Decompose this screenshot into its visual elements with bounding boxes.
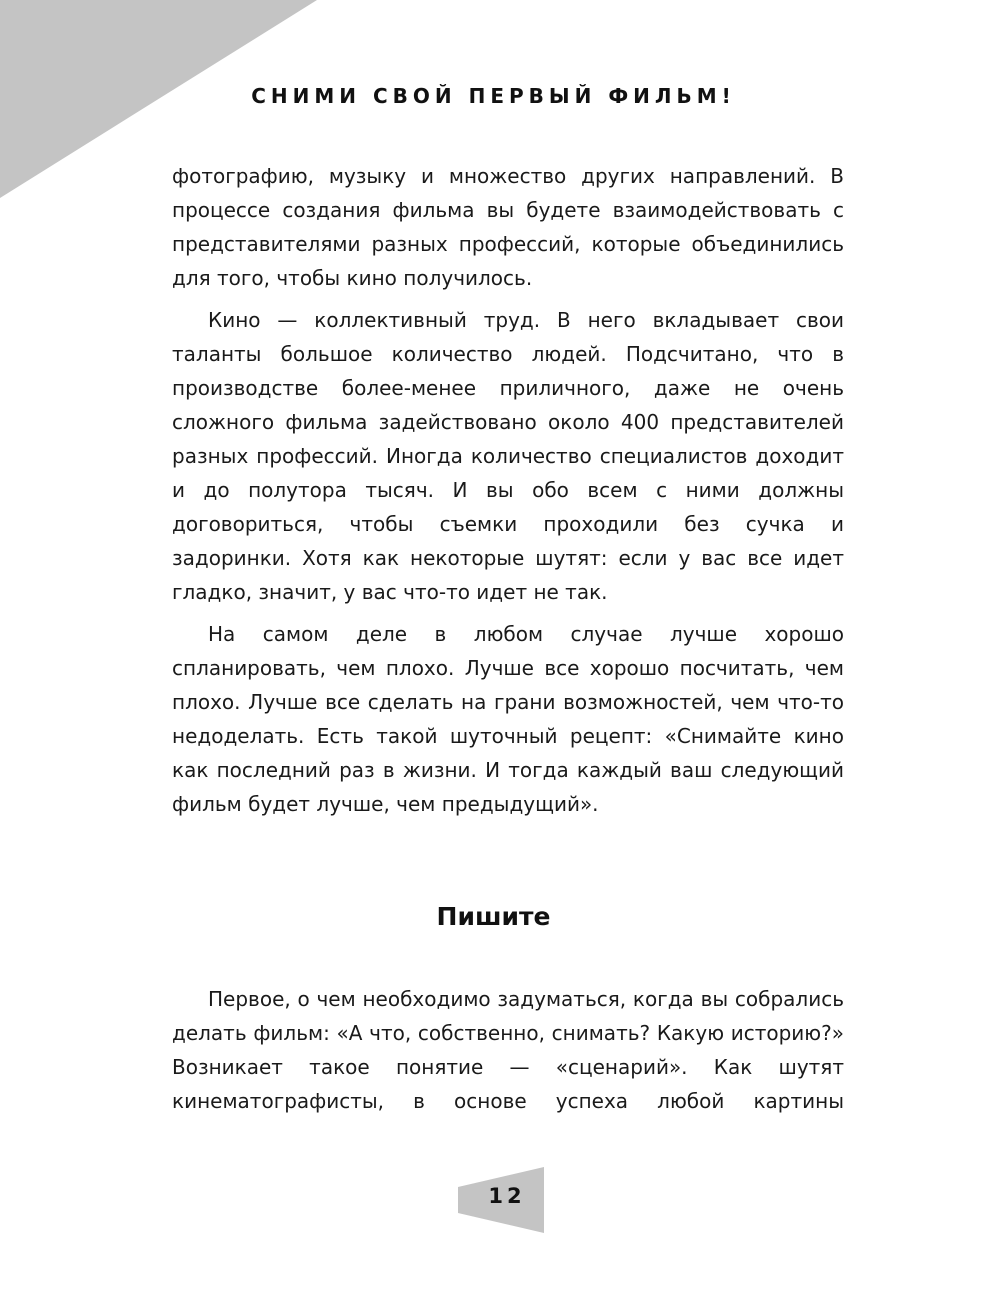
body-text-top: [172, 159, 844, 821]
body-text-bottom: [172, 982, 844, 1118]
paragraph-continuation: фотографию, музыку и множество других направлений. В процессе создания фильма вы будете взаимодействовать с представителями разных профессий, которые объединились для того, чтобы кино получилось.: [172, 164, 844, 290]
paragraph-collective-work: Кино — коллективный труд. В него вкладывает свои таланты большое количество людей. Подсчитано, что в производстве более-менее приличного, даже не очень сложного фильма задействовано около 400 представителей разных профессий. Иногда количество специалистов доходит и до полутора тысяч. И вы обо всем с ними должны договориться, чтобы съемки проходили без сучка и задоринки. Хотя как некоторые шутят: если у вас все идет гладко, значит, у вас что-то идет не так.: [172, 308, 844, 604]
paragraph-script: Первое, о чем необходимо задуматься, когда вы собрались делать фильм: «А что, собственно, снимать? Какую историю?» Возникает такое понятие — «сценарий». Как шутят кинематографисты, в основе успеха любой картины: [172, 987, 844, 1113]
running-header-title: СНИМИ СВОЙ ПЕРВЫЙ ФИЛЬМ!: [251, 84, 736, 108]
paragraph-planning: На самом деле в любом случае лучше хорошо спланировать, чем плохо. Лучше все хорошо посчитать, чем плохо. Лучше все сделать на грани возможностей, чем что-то недоделать. Есть такой шуточный рецепт: «Снимайте кино как последний раз в жизни. И тогда каждый ваш следующий фильм будет лучше, чем предыдущий».: [172, 622, 844, 816]
page-number-tab: [458, 1167, 544, 1233]
page-number: 12: [488, 1184, 526, 1208]
section-heading: Пишите: [436, 902, 551, 931]
